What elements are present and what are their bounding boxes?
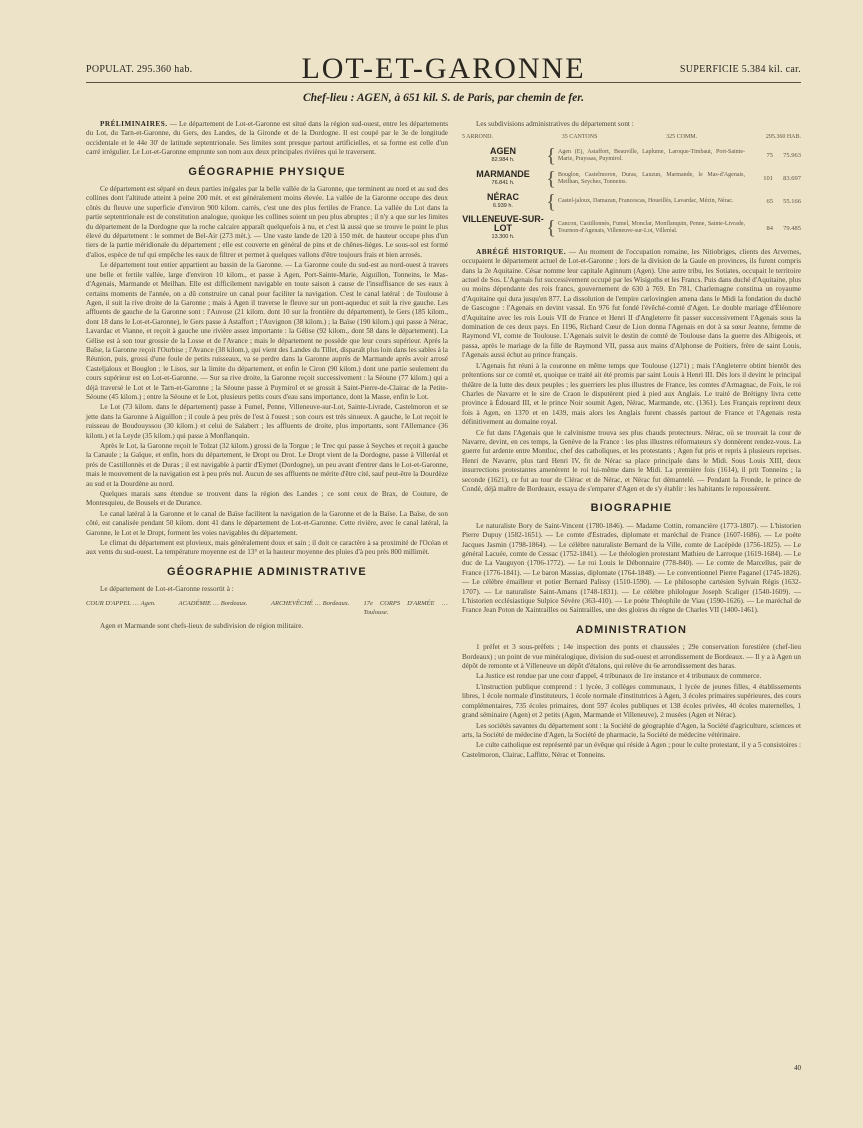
header-bar [86, 52, 801, 92]
paragraph: Après le Lot, la Garonne reçoit le Tolzat (32 kilom.) grossi de la Torgue ; le Trec qui passe à Seyches et reçoit à gauche la Canaule ; la Gaïque, et enfin, hors du département, le Dropt ou Drot. Le Dropt vient de la Dordogne, passe à Villeréal et près de Castillonnès et de Duras ; il est navigable à partir d'Eymet (Dordogne), un peu avant d'entrer dans le Lot-et-Garonne, mais le mouvement de la navigation est à peu près nul. Aucun de ses affluents ne mérite d'être cité, sauf peut-être la Dourdèze au sud et la Dourdène au nord. [86, 442, 449, 488]
paragraph: Le département tout entier appartient au bassin de la Garonne. — La Garonne coule du sud-est au nord-ouest à travers une belle et fertile vallée, large d'environ 10 kilom., et passe à Agen, Port-Sainte-Marie, Aiguillon, Tonneins, le Mas-d'Agenais, Marmande et Meilhan. Elle est difficilement navigable en toute saison à cause de l'insuffisance de ses eaux à certains moments de l'année, on a dû construire un canal pour faciliter la navigation. C'est le canal latéral : de Toulouse à Agen, il suit la rive droite de la Garonne ; mais à Agen il traverse le fleuve sur un pont-aqueduc et suit la rive gauche. Les affluents de gauche de la Garonne sont : l'Auvose (21 kilom. dont 10 sur la frontière du département), le Gers (185 kilom., dont 18 dans le Lot-et-Garonne), le Gers passe à Astaffort ; l'Auvignon (38 kilom.) ; la Baïse (190 kilom.) qui passe à Nérac, Lavardac et Vianne, et reçoit à gauche une rivière assez importante : la Gélise (92 kilom., dont 58 dans le département). La Gélise est à son tour grossie de la Losse et de l'Avance ; mais le département ne possède que leur cours supérieur. Après la Baïse, la Garonne reçoit l'Ourbise ; l'Avance (38 kilom.), qui vient des Landes du Tillet, disparaît plus loin dans les sables à la Réunion, puis, grossi d'une foule de petits ruisseaux, va se perdre dans la Garonne auprès de Marmande après avoir arrosé Casteljaloux et Bouglon ; le Lisos, sur la limite du département, et enfin le Ciron (90 kilom.) dont une partie seulement du cours supérieur est en Lot-et-Garonne. — Sur sa rive droite, la Garonne reçoit successivement : la Séoune (77 kilom.) qui a déjà traversé le Lot et le Tarn-et-Garonne ; la Séoune passe à Puymirol et se grossit à Saint-Pierre-de-Clairac de la Petite-Séoune (45 kilom.) ; entre la Séoune et le Lot, plusieurs petits cours d'eau sans importance, dont la Masse, enfin le Lot. [86, 261, 448, 401]
page-number: 40 [794, 1064, 801, 1072]
paragraph: Les subdivisions administratives du département sont : [476, 120, 634, 128]
superficie [680, 64, 801, 75]
chef-lieu: Chef-lieu : AGEN, à 651 kil. S. de Paris, par chemin de fer. [302, 92, 584, 104]
paragraph: 1 préfet et 3 sous-préfets ; 14e inspection des ponts et chaussées ; 29e conservation forestière (chef-lieu Bordeaux) ; un point de vue minéralogique, division du sud-ouest et arrondissement de Bordeaux. — Il y a à Agen un dépôt de remonte et à Villeneuve un dépôt d'étalons, qui relève du 6e arrondissement des haras. [462, 643, 801, 671]
paragraph: Le naturaliste Bory de Saint-Vincent (1780-1846). — Madame Cottin, romancière (1773-1807). — L'historien Pierre Dupuy (1582-1651). — Le comte d'Estrades, diplomate et maréchal de France (1607-1686). — Le poète Jacques Jasmin (1798-1864). — Le célèbre naturaliste Bernard de la Ville, comte de Lacépède (1756-1825). — Le général Lacuée, comte de Cessac (1752-1841). — Le théologien protestant Mathieu de Larroque (1619-1684). — Le duc de La Vauguyon (1706-1772). — Le roi Louis le Débonnaire (778-840). — Le comte de Marcellus, pair de France (1776-1841). — Le baron Massias, diplomate (1764-1848). — Le conventionnel Pierre Paganel (1745-1826). — Le célèbre émailleur et potier Bernard Palissy (1510-1590). — Le philosophe cartésien Sylvain Régis (1632-1707). — Le naturaliste Saint-Amans (1748-1831). — Le célèbre philologue Joseph Scaliger (1540-1609). — L'historien ecclésiastique Sulpice Sévère (363-410). — Le poète Théophile de Viau (1590-1626). — Le maréchal de France Jean Poton de Xaintrailles ou Saintrailles, une des gloires du règne de Charles VII (1400-1461). [462, 521, 801, 615]
paragraph: Le culte catholique est représenté par un évêque qui réside à Agen ; pour le culte protestant, il y a 5 consistoires : Castelmoron, Clairac, Laffitte, Nérac et Tonneins. [462, 741, 801, 759]
subdivision-table [462, 133, 801, 241]
brace-icon: { [546, 190, 556, 213]
admin-ressort-list [86, 599, 448, 618]
paragraph: Le climat du département est pluvieux, mais généralement doux et sain ; il doit ce caractère à sa proximité de l'Océan et aux vents du sud-ouest. La température moyenne est de 13° et la hauteur moyenne des pluies d'à peu près 800 millimèt. [86, 539, 448, 557]
section-title-geo-phys: GÉOGRAPHIE PHYSIQUE [188, 165, 346, 178]
paragraph: Le département de Lot-et-Garonne ressortit à : [100, 585, 234, 594]
superficie-value: 5.384 kil. car. [741, 64, 801, 75]
paragraph: L'Agenais fut réuni à la couronne en même temps que Toulouse (1271) ; mais l'Angleterre obtint bientôt des prétentions sur ce comté et, quoique ce traité ait été promis par saint Louis à Henri III. Dès lors il devint le principal théâtre de la lutte des deux peuples ; les guerriers les plus illustres de France, les comtes d'Armagnac, de Foix, le roi Charles de Navarre et le sire de Craon le disputèrent pied à pied aux Anglais. Le traité de Brétigny livra cette province à Édouard III, et le prince Noir soumit Agen, Nérac, Marmande, etc. (1361). Les Français reprirent deux fois à Agen, en 1370 et en 1439, mais alors les Anglais furent chassés partout de France et l'Agenais resta définitivement au domaine royal. [462, 361, 801, 427]
population-label: POPULAT. [86, 64, 135, 75]
section-title-biographie: BIOGRAPHIE [590, 502, 673, 515]
table-row: NÉRAC 6.939 h. { Castel-jaloux, Damazan, Francescas, Houeillès, Lavardac, Mézin, Nérac. 65 55.166 [486, 190, 801, 213]
brace-icon: { [546, 217, 556, 240]
table-row: MARMANDE 76.841 h. { Bouglon, Castelmoron, Duras, Lauzun, Marmande, le Mas-d'Agenais, Meilhan, Seyches, Tonneins. 101 83.697 [476, 167, 801, 190]
paragraph: Les sociétés savantes du département sont : la Société de géographie d'Agen, la Société d'agriculture, sciences et arts, la Société de médecine d'Agen, la Société de pharmacie, la Société de médecine vétérinaire. [462, 721, 801, 739]
paragraph: Ce département est séparé en deux parties inégales par la belle vallée de la Garonne, que terminent au nord et au sud des collines dont l'altitude atteint à peine 200 mèt. et est généralement moins élevée. La vallée de la Garonne occupe des deux côtés du fleuve une superficie d'environ 900 kilom. carrés, c'est une des plus fertiles de France. La vallée du Lot dans la partie septentrionale est de constitution analogue, quoique les collines soient un peu plus abruptes ; il n'y a que sur les limites du département de la Dordogne que la roche calcaire apparaît quelquefois à nu, et c'est là aussi que se trouve le point le plus élevé du département : le sommet de Bel-Air (273 mèt.). — Une vaste lande de 120 à 150 mèt. de hauteur occupe plus d'un tiers de la partie méridionale du département ; elle est couverte en général de pins et de chênes-lièges. Le sous-sol est formé d'alios, espèce de tuf qui empêche les eaux de filtrer et permet à quelques vallons d'être toujours frais et bien arrosés. [86, 185, 448, 259]
table-header: 5 ARROND. 35 CANTONS 325 COMM. 295.360 HAB. [462, 134, 801, 141]
preliminaires-text: — Le département de Lot-et-Garonne est situé dans la région sud-ouest, entre les départements du Lot, du Tarn-et-Garonne, du Gers, des Landes, de la Gironde et de la Dordogne. Il est coupé par le 3e de longitude occidentale et le 44e 30' de latitude septentrionale. Ses limites sont presque partout artificielles, et sa forme est celle d'un carré irrégulier. Le Lot-et-Garonne emprunte son nom aux deux principales rivières qui le traversent. [86, 120, 448, 157]
header-rule [86, 82, 801, 83]
paragraph: Le canal latéral à la Garonne et le canal de Baïse facilitent la navigation de la Garonne et de la Baïse. La Baïse, de son côté, est canalisée pendant 50 kilom. dont 41 dans le département de Lot-et-Garonne. Cette rivière, avec le canal latéral, la Garonne, le Lot et le Dropt, forment les voies navigables du département. [86, 509, 448, 537]
paragraph: Ce fut dans l'Agenais que le calvinisme trouva ses plus chauds protecteurs. Nérac, où se trouvait la cour de Navarre, devint, en ces temps, la Genève de la France : les plus illustres réformateurs s'y donnèrent rendez-vous. La guerre fut ardente entre Montluc, chef des catholiques, et les protestants ; Agen fut pris et repris à plusieurs reprises. Henri de Navarre, plus tard Henri IV, fit de Nérac sa place principale dans le Midi. Sous Louis XIII, deux insurrections protestantes amenèrent le roi lui-même dans le Midi. La première fois (1614), il prit Tonneins ; la seconde (1621), ce fut au tour de Clérac et de Nérac, et Nérac fut démantelé. — Pendant la Fronde, le prince de Condé, déjà maître de Bordeaux, essaya de s'emparer d'Agen et de s'y établir : les habitants le repoussèrent. [462, 428, 801, 493]
abrege-historique: ABRÉGÉ HISTORIQUE. — Au moment de l'occupation romaine, les Nitiobriges, clients des Arvernes, occupaient le département actuel de Lot-et-Garonne ; lors de la division de la Gaule en provinces, ils furent compris dans la 2e Aquitaine. César nomme leur capitale Aginnum (Agen). Une autre tribu, les Sotiates, occupait le territoire actuel de Sos. L'Agenais fut successivement occupé par les Wisigoths et les Francs. Puis dans duché d'Aquitaine, plus ou moins dépendante des rois francs, gouvernement de 630 à 769. En 781, Charlemagne constitua un royaume d'Aquitaine qui dura jusqu'en 877. La dissolution de l'empire carlovingien amena dans le Midi la fondation du duché de Gascogne : l'Agenais en devint vassal. En 976 fut fondé l'évêché-comté d'Agen. Le double mariage d'Éléonore d'Aquitaine avec les rois Louis VII de France et Henri II d'Angleterre fit passer successivement l'Agenais sous la domination de ces deux pays. En 1196, Richard Cœur de Lion donna l'Agenais en dot à sa sœur Jeanne, femme de Raymond VI, comte de Toulouse. L'Agenais suivit le destin de comté de Toulouse dans la guerre des Albigeois, et passa, après le mariage de la fille de Raymond VII, passa aux mains d'Alphonse de Poitiers, frère de saint Louis, l'Agenais aussi échut au prince français. [462, 247, 801, 360]
list-item: COUR D'APPEL … Agen. [86, 599, 156, 607]
paragraph: Quelques marais sans étendue se trouvent dans la région des Landes ; ce sont ceux de Brax, de Couture, de Montesquieu, de Bousels et de Durance. [86, 490, 448, 508]
preliminaires-title: PRÉLIMINAIRES. [100, 120, 168, 128]
table-row: AGEN 82.984 h. { Agen (E), Astaffort, Beauville, Laplume, Laroque-Timbaut, Port-Sainte-Marie, Prayssas, Puymirol. 75 75.963 [489, 144, 801, 167]
superficie-label: SUPERFICIE [679, 64, 739, 75]
abrege-title: ABRÉGÉ HISTORIQUE. [476, 247, 567, 256]
paragraph: Agen et Marmande sont chefs-lieux de subdivision de région militaire. [100, 621, 304, 630]
paragraph: L'instruction publique comprend : 1 lycée, 3 collèges communaux, 1 lycée de jeunes filles, 4 établissements libres, 1 école normale d'instituteurs, 1 école normale d'institutrices à Agen, 3 écoles primaires supérieures, des cours complémentaires, 735 écoles primaires, dont 597 écoles publiques et 138 écoles privées, 40 écoles maternelles, 1 grand séminaire (Agen) et 2 petits (Agen, Marmande et Villeneuve), 2 musées (Agen et Nérac). [462, 682, 801, 720]
page-title: LOT-ET-GARONNE [301, 52, 586, 85]
brace-icon: { [546, 144, 556, 167]
left-column [86, 120, 448, 632]
table-row: VILLENEUVE-SUR-LOT 13.300 h. { Cancon, Castillonnès, Fumel, Monclar, Monflanquin, Penne, Sainte-Livrade, Tournon-d'Agenais, Villeneuve-sur-Lot, Villeréal. 84 79.485 [462, 213, 801, 240]
population-value: 295.360 hab. [136, 64, 193, 75]
section-title-administration: ADMINISTRATION [575, 623, 688, 636]
section-title-geo-admin: GÉOGRAPHIE ADMINISTRATIVE [167, 565, 367, 578]
list-item: ARCHEVÊCHÉ … Bordeaux. [271, 599, 350, 607]
right-column [462, 120, 801, 761]
preliminaires [86, 120, 448, 158]
list-item: 17e CORPS D'ARMÉE … Toulouse. [363, 599, 448, 617]
paragraph: Le Lot (73 kilom. dans le département) passe à Fumel, Penne, Villeneuve-sur-Lot, Sainte-Livrade, Castelmoron et se jette dans la Garonne à Aiguillon ; il coule à peu près de l'est à l'ouest ; son cours est très sinueux. A gauche, le Lot reçoit le ruisseau de Boudouyssou (30 kilom.) et celui de Salabert ; les affluents de droite, plus importants, sont l'Allemance (36 kilom.) et la Leyde (35 kilom.) qui passe à Monflanquin. [86, 403, 448, 440]
list-item: ACADÉMIE … Bordeaux. [178, 599, 248, 607]
paragraph: La Justice est rendue par une cour d'appel, 4 tribunaux de 1re instance et 4 tribunaux de commerce. [476, 672, 762, 681]
brace-icon: { [546, 167, 556, 190]
